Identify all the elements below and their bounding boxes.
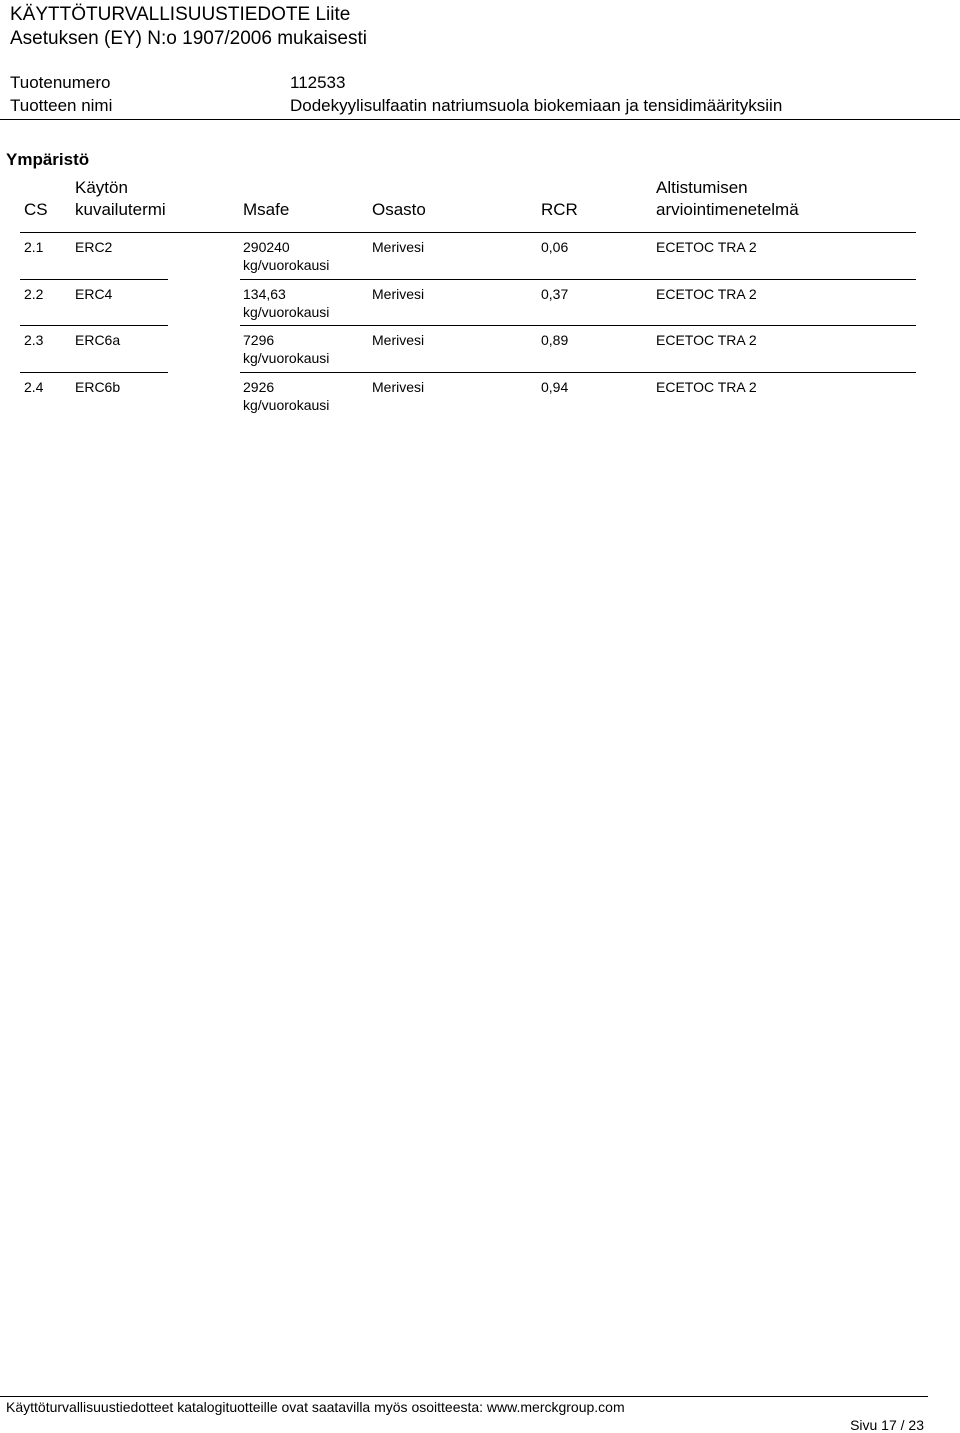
cell-rcr: 0,94 bbox=[541, 379, 569, 395]
cell-msafe-value: 134,63 bbox=[243, 286, 286, 302]
cell-osasto: Merivesi bbox=[372, 332, 425, 348]
cell-use: ERC6a bbox=[75, 332, 121, 348]
row-divider bbox=[20, 325, 168, 326]
cell-use: ERC6b bbox=[75, 379, 121, 395]
section-title: Ympäristö bbox=[6, 150, 90, 169]
cell-osasto: Merivesi bbox=[372, 379, 425, 395]
cell-msafe-value: 290240 bbox=[243, 239, 290, 255]
col-header-use-line1: Käytön bbox=[75, 178, 128, 197]
cell-method: ECETOC TRA 2 bbox=[656, 332, 757, 348]
cell-use: ERC2 bbox=[75, 239, 113, 255]
cell-method: ECETOC TRA 2 bbox=[656, 239, 757, 255]
col-header-method-line2: arviointimenetelmä bbox=[656, 200, 799, 219]
cell-method: ECETOC TRA 2 bbox=[656, 286, 757, 302]
row-divider bbox=[20, 372, 168, 373]
cell-msafe-unit: kg/vuorokausi bbox=[243, 397, 330, 413]
col-header-osasto: Osasto bbox=[372, 200, 426, 219]
cell-rcr: 0,37 bbox=[541, 286, 569, 302]
cell-msafe-unit: kg/vuorokausi bbox=[243, 257, 330, 273]
col-header-cs: CS bbox=[24, 200, 48, 219]
footer-divider bbox=[0, 1396, 928, 1397]
cell-method: ECETOC TRA 2 bbox=[656, 379, 757, 395]
product-name-label: Tuotteen nimi bbox=[10, 96, 113, 115]
product-name-value: Dodekyylisulfaatin natriumsuola biokemiaan ja tensidimäärityksiin bbox=[290, 96, 783, 115]
product-number-label: Tuotenumero bbox=[10, 73, 111, 92]
col-header-method-line1: Altistumisen bbox=[656, 178, 748, 197]
cell-cs: 2.4 bbox=[24, 379, 44, 395]
col-header-rcr: RCR bbox=[541, 200, 578, 219]
row-divider bbox=[240, 372, 916, 373]
cell-osasto: Merivesi bbox=[372, 286, 425, 302]
cell-rcr: 0,89 bbox=[541, 332, 569, 348]
header-divider bbox=[0, 119, 960, 120]
cell-rcr: 0,06 bbox=[541, 239, 569, 255]
cell-use: ERC4 bbox=[75, 286, 113, 302]
cell-msafe-unit: kg/vuorokausi bbox=[243, 304, 330, 320]
footer-text: Käyttöturvallisuustiedotteet katalogituotteille ovat saatavilla myös osoitteesta: www.merckgroup.com bbox=[6, 1399, 625, 1415]
col-header-use-line2: kuvailutermi bbox=[75, 200, 166, 219]
row-divider bbox=[20, 279, 168, 280]
cell-msafe-value: 7296 bbox=[243, 332, 275, 348]
row-divider bbox=[240, 279, 916, 280]
document-title: KÄYTTÖTURVALLISUUSTIEDOTE Liite bbox=[10, 4, 351, 25]
cell-osasto: Merivesi bbox=[372, 239, 425, 255]
cell-cs: 2.1 bbox=[24, 239, 44, 255]
table-header-divider bbox=[20, 232, 916, 233]
row-divider bbox=[240, 325, 916, 326]
cell-cs: 2.3 bbox=[24, 332, 44, 348]
document-subtitle: Asetuksen (EY) N:o 1907/2006 mukaisesti bbox=[10, 28, 367, 49]
cell-cs: 2.2 bbox=[24, 286, 44, 302]
cell-msafe-value: 2926 bbox=[243, 379, 275, 395]
cell-msafe-unit: kg/vuorokausi bbox=[243, 350, 330, 366]
page-number: Sivu 17 / 23 bbox=[850, 1417, 924, 1433]
product-number-value: 112533 bbox=[290, 73, 346, 92]
col-header-msafe: Msafe bbox=[243, 200, 290, 219]
